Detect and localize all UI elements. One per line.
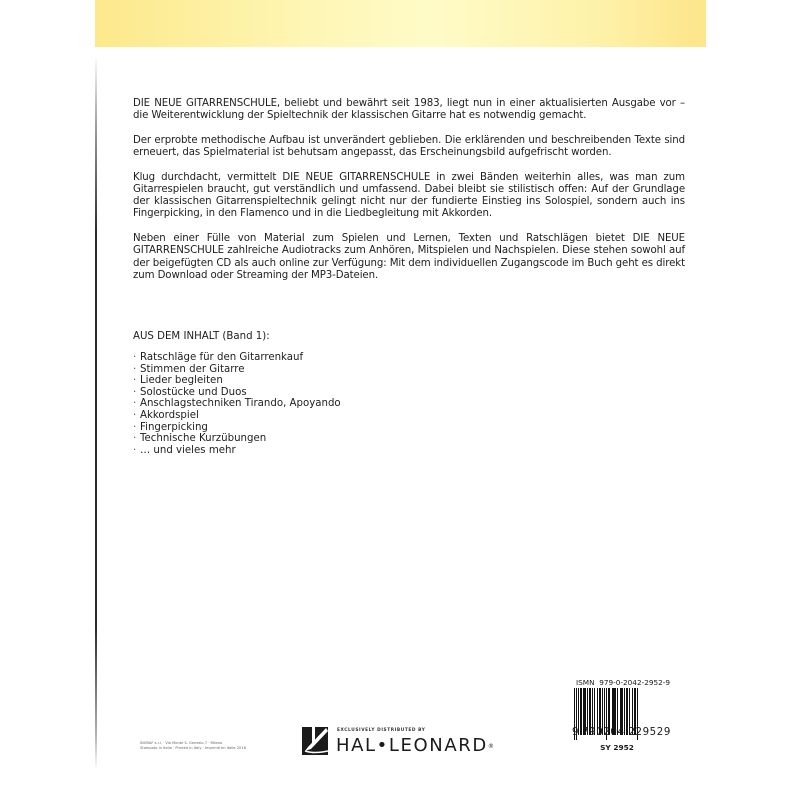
list-item: · Anschlagstechniken Tirando, Apoyando [133,398,341,410]
bullet-icon: · [133,421,137,433]
product-sku: SY 2952 [600,743,634,752]
bullet-icon: · [133,375,137,387]
cover-color-band [95,0,706,47]
description-paragraph-4: Neben einer Fülle von Material zum Spielen und Lernen, Texten und Ratschlägen bietet DIE NEUE GITARRENSCHULE zahlreiche Audiotracks zum Anhören, Mitspielen und Nachspielen. Diese stehen sowohl auf der beigefügten CD als auch online zur Verfügung: Mit dem individuellen Zugangscode im Buch geht es direkt zum Download oder Streaming der MP3-Dateien. [133,233,685,281]
contents-list [133,352,341,456]
list-item: · Solostücke und Duos [133,386,247,398]
list-item: · … und vieles mehr [133,444,236,456]
printer-imprint [140,741,246,751]
list-item: · Technische Kurzübungen [133,433,267,445]
description-paragraph-2: Der erprobte methodische Aufbau ist unverändert geblieben. Die erklärenden und beschreibenden Texte sind erneuert, das Spielmaterial ist behutsam angepasst, das Erscheinungsbild aufgefrischt worden. [133,134,685,159]
spine-edge-line [95,55,97,770]
bullet-icon: · [133,433,137,445]
list-item: · Fingerpicking [133,421,208,433]
bullet-icon: · [133,444,137,456]
registered-mark: ® [487,743,496,750]
list-item: · Ratschläge für den Gitarrenkauf [133,352,304,363]
description-paragraph-3: Klug durchdacht, vermittelt DIE NEUE GITARRENSCHULE in zwei Bänden weiterhin alles, was man zum Gitarrespielen braucht, gut verständlich und umfassend. Dabei bleibt sie stilistisch offen: Auf der Grundlage der klassischen Gitarrenspieltechnik gelingt nicht nur der fundierte Einstieg ins Solospiel, sondern auch ins Fingerpicking, in den Flamenco und in die Liedbegleitung mit Akkorden. [133,171,685,220]
printer-imprint-line-2: Stampato in Italia · Printed in Italy · Imprimé en Italie 2018 [140,746,246,750]
bullet-icon: · [133,363,137,375]
bullet-icon: · [133,398,137,410]
contents-heading: AUS DEM INHALT (Band 1): [133,331,270,342]
distributor-tagline: EXCLUSIVELY DISTRIBUTED BY [337,728,426,733]
ismn-line: ISMN 979-0-2042-2952-9 [576,678,671,687]
description-text [133,98,685,294]
description-paragraph-1: DIE NEUE GITARRENSCHULE, beliebt und bewährt seit 1983, liegt nun in einer aktualisierten Ausgabe vor – die Weiterentwicklung der Spieltechnik der klassischen Gitarre hat es notwendig gemacht. [133,98,685,122]
barcode-block [572,678,672,752]
bullet-icon: · [133,352,137,363]
bullet-icon: · [133,386,137,398]
barcode-digits: 9 790204 229529 [572,727,671,738]
bullet-icon: · [133,409,137,421]
printer-imprint-line-1: INGRAF s.r.l. · Via Monte S. Genesio 7 · Milano [140,741,223,745]
list-item: · Lieder begleiten [133,375,223,387]
distributor-name: HAL•LEONARD® [336,735,496,756]
hal-leonard-mark-icon [302,727,328,755]
list-item: · Stimmen der Gitarre [133,363,245,375]
list-item: · Akkordspiel [133,409,199,421]
